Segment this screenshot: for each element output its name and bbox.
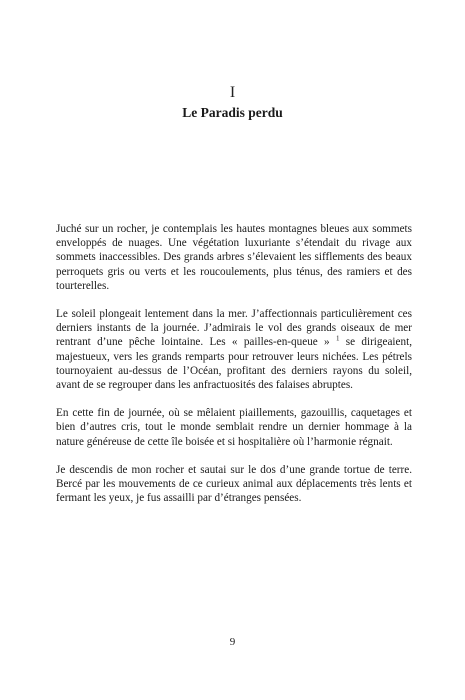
- paragraph-1: Juché sur un rocher, je contemplais les hautes montagnes bleues aux sommets enveloppés de nuages. Une végétation luxuriante s’étendait du rivage aux sommets inaccessibles. Des grands arbres s’élevaient les sifflements des beaux perroquets gris ou verts et les roucoulements, plus ténus, des ramiers et des tourterelles.: [56, 223, 412, 292]
- body-text: [56, 222, 412, 519]
- paragraph-2-part-2: se dirigeaient, majestueux, vers les grands remparts pour retrouver leurs nichées. Les pétrels tournoyaient au-dessus de l’Océan, profitant des derniers rayons du soleil, avant de se regrouper dans les anfractuosités des falaises abruptes.: [56, 336, 413, 392]
- paragraph-2-part-1: Le soleil plongeait lentement dans la mer. J’affectionnais particulièrement ces derniers instants de la journée. J’admirais le vol des grands oiseaux de mer rentrant d’une pêche lointaine. Les « pailles-en-queue »: [56, 308, 412, 349]
- paragraph-3: En cette fin de journée, où se mêlaient piaillements, gazouillis, caquetages et bien d’autres cris, tout le monde semblait rendre un dernier hommage à la nature généreuse de cette île boisée et si hospitalière où l’harmonie régnait.: [56, 407, 412, 448]
- chapter-number: I: [229, 84, 236, 101]
- footnote-reference: 1: [335, 334, 340, 343]
- paragraph-2: [56, 307, 412, 392]
- chapter-title: Le Paradis perdu: [182, 105, 283, 120]
- page-number: 9: [229, 636, 236, 648]
- paragraph-4: Je descendis de mon rocher et sautai sur le dos d’une grande tortue de terre. Bercé par les mouvements de ce curieux animal aux déplacements très lents et fermant les yeux, je fus assailli par d’étranges pensées.: [56, 463, 412, 505]
